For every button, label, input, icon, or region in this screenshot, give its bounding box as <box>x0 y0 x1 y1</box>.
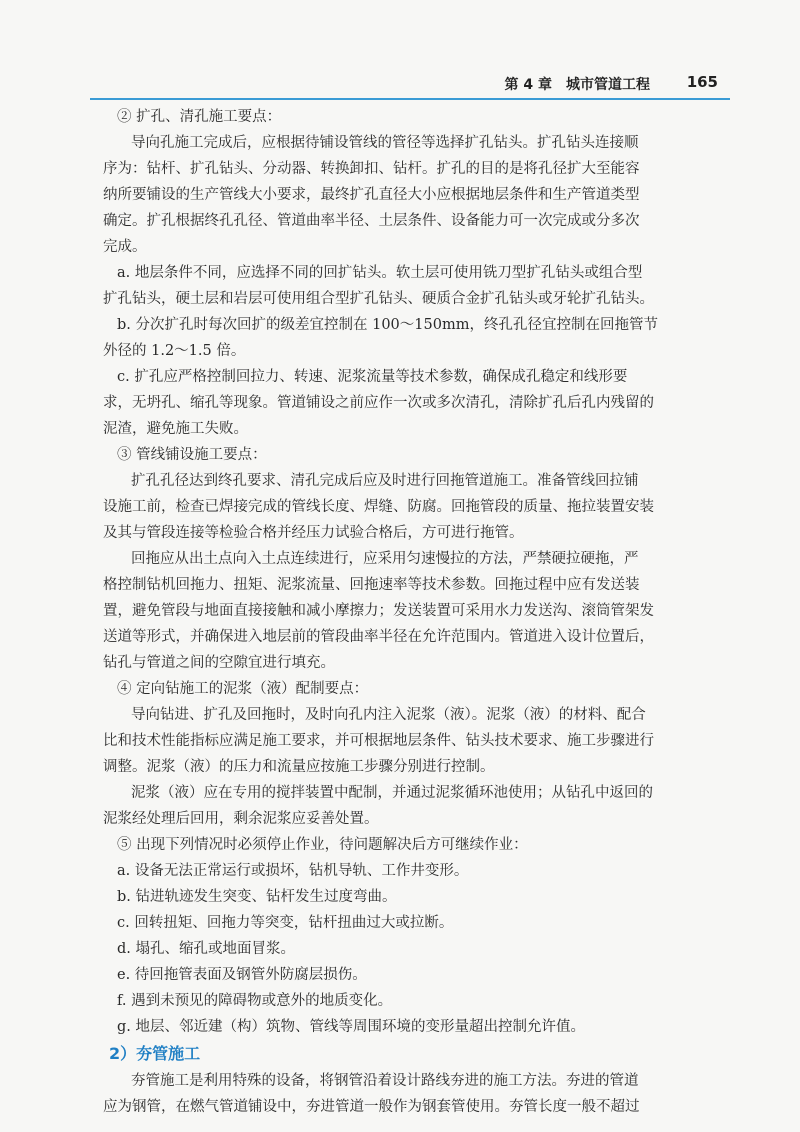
paragraph-line: 泥浆（液）应在专用的搅拌装置中配制，并通过泥浆循环池使用；从钻孔中返回的 <box>131 785 653 801</box>
paragraph-line: 序为：钻杆、扩孔钻头、分动器、转换卸扣、钻杆。扩孔的目的是将孔径扩大至能容 <box>103 161 640 177</box>
paragraph-line: f. 遇到未预见的障碍物或意外的地质变化。 <box>117 993 393 1009</box>
paragraph-line: 扩孔钻头，硬土层和岩层可使用组合型扩孔钻头、硬质合金扩孔钻头或牙轮扩孔钻头。 <box>103 291 654 307</box>
paragraph-line: 送道等形式，并确保进入地层前的管段曲率半径在允许范围内。管道进入设计位置后， <box>103 629 654 645</box>
running-header <box>90 72 730 100</box>
paragraph-line: 置，避免管段与地面直接接触和减小摩擦力；发送装置可采用水力发送沟、滚筒管架发 <box>103 603 654 619</box>
paragraph-line: 钻孔与管道之间的空隙宜进行填充。 <box>103 655 335 671</box>
paragraph-line: b. 钻进轨迹发生突变、钻杆发生过度弯曲。 <box>117 889 397 905</box>
paragraph-line: ⑤ 出现下列情况时必须停止作业，待问题解决后方可继续作业： <box>117 837 528 853</box>
paragraph-line: 确定。扩孔根据终孔孔径、管道曲率半径、土层条件、设备能力可一次完成或分多次 <box>103 213 640 229</box>
paragraph-line: 应为钢管，在燃气管道铺设中，夯进管道一般作为钢套管使用。夯管长度一般不超过 <box>103 1099 640 1115</box>
paragraph-line: g. 地层、邻近建（构）筑物、管线等周围环境的变形量超出控制允许值。 <box>117 1019 585 1035</box>
paragraph-line: c. 扩孔应严格控制回拉力、转速、泥浆流量等技术参数，确保成孔稳定和线形要 <box>117 369 628 385</box>
paragraph-line: 求，无坍孔、缩孔等现象。管道铺设之前应作一次或多次清孔，清除扩孔后孔内残留的 <box>103 395 654 411</box>
paragraph-line: ④ 定向钻施工的泥浆（液）配制要点： <box>117 681 369 697</box>
paragraph-line: a. 地层条件不同，应选择不同的回扩钻头。软土层可使用铣刀型扩孔钻头或组合型 <box>117 265 643 281</box>
paragraph-line: 泥浆经处理后回用，剩余泥浆应妥善处置。 <box>103 811 379 827</box>
paragraph-line: 外径的 1.2～1.5 倍。 <box>103 343 246 359</box>
paragraph-line: 及其与管段连接等检验合格并经压力试验合格后，方可进行拖管。 <box>103 525 524 541</box>
paragraph-line: 调整。泥浆（液）的压力和流量应按施工步骤分别进行控制。 <box>103 759 495 775</box>
paragraph-line: ③ 管线铺设施工要点： <box>117 447 267 463</box>
page-number: 165 <box>686 73 718 91</box>
paragraph-line: 格控制钻机回拖力、扭矩、泥浆流量、回拖速率等技术参数。回拖过程中应有发送装 <box>103 577 640 593</box>
paragraph-line: 完成。 <box>103 239 147 255</box>
paragraph-line: d. 塌孔、缩孔或地面冒浆。 <box>117 941 295 957</box>
paragraph-line: 导向孔施工完成后，应根据待铺设管线的管径等选择扩孔钻头。扩孔钻头连接顺 <box>131 135 639 151</box>
body-text <box>103 104 713 1120</box>
paragraph-line: 泥渣，避免施工失败。 <box>103 421 248 437</box>
section-heading: 2）夯管施工 <box>109 1044 201 1063</box>
paragraph-line: b. 分次扩孔时每次回扩的级差宜控制在 100～150mm，终孔孔径宜控制在回拖管节 <box>117 317 658 333</box>
paragraph-line: ② 扩孔、清孔施工要点： <box>117 109 282 125</box>
paragraph-line: 扩孔孔径达到终孔要求、清孔完成后应及时进行回拖管道施工。准备管线回拉铺 <box>131 473 639 489</box>
paragraph-line: 回拖应从出土点向入土点连续进行，应采用匀速慢拉的方法，严禁硬拉硬拖，严 <box>131 551 639 567</box>
paragraph-line: 导向钻进、扩孔及回拖时，及时向孔内注入泥浆（液）。泥浆（液）的材料、配合 <box>131 707 646 723</box>
paragraph-line: e. 待回拖管表面及钢管外防腐层损伤。 <box>117 967 367 983</box>
paragraph-line: 纳所要铺设的生产管线大小要求，最终扩孔直径大小应根据地层条件和生产管道类型 <box>103 187 640 203</box>
paragraph-line: 比和技术性能指标应满足施工要求，并可根据地层条件、钻头技术要求、施工步骤进行 <box>103 733 654 749</box>
paragraph-line: 设施工前，检查已焊接完成的管线长度、焊缝、防腐。回拖管段的质量、拖拉装置安装 <box>103 499 654 515</box>
paragraph-line: c. 回转扭矩、回拖力等突变，钻杆扭曲过大或拉断。 <box>117 915 454 931</box>
paragraph-line: a. 设备无法正常运行或损坏，钻机导轨、工作井变形。 <box>117 863 469 879</box>
chapter-title: 第 4 章 城市管道工程 <box>504 77 650 93</box>
paragraph-line: 夯管施工是利用特殊的设备，将钢管沿着设计路线夯进的施工方法。夯进的管道 <box>131 1073 639 1089</box>
